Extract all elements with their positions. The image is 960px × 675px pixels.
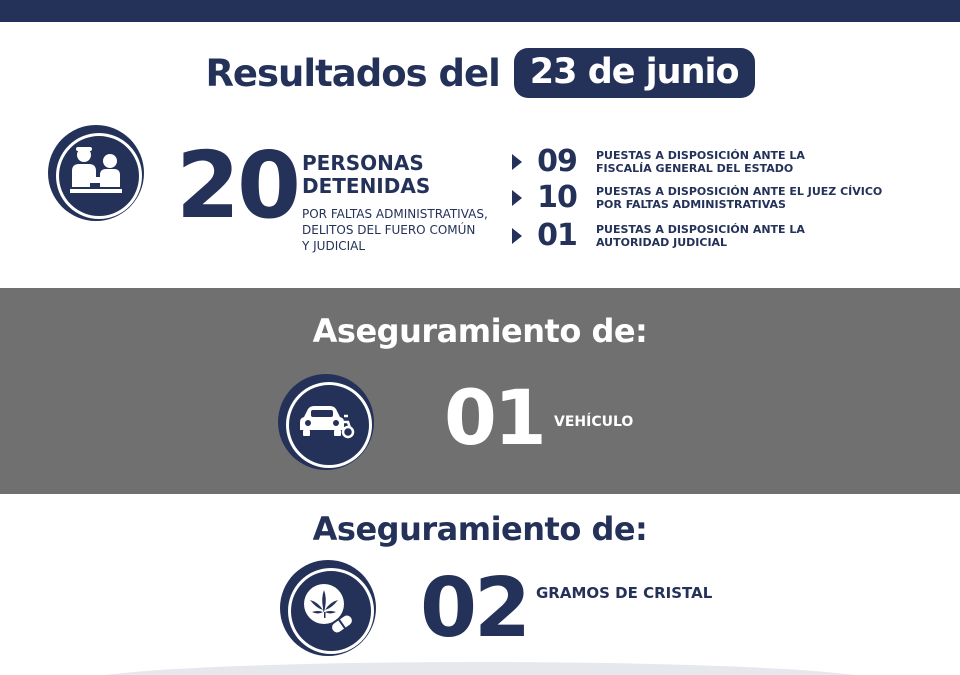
vehicle-label: VEHÍCULO bbox=[554, 414, 634, 430]
triangle-bullet-icon bbox=[512, 228, 522, 244]
detenidos-description: POR FALTAS ADMINISTRATIVAS, DELITOS DEL FUERO COMÚN Y JUDICIAL bbox=[302, 207, 488, 253]
drugs-count: 02 bbox=[420, 561, 529, 656]
bottom-decoration bbox=[80, 662, 880, 675]
list-item bbox=[512, 180, 882, 215]
triangle-bullet-icon bbox=[512, 190, 522, 206]
triangle-bullet-icon bbox=[512, 154, 522, 170]
item-count: 10 bbox=[537, 180, 577, 215]
item-text: PUESTAS A DISPOSICIÓN ANTE LA FISCALÍA GENERAL DEL ESTADO bbox=[596, 148, 805, 175]
police-arrest-icon bbox=[48, 125, 144, 221]
detenidos-count: 20 bbox=[176, 132, 299, 239]
item-count: 01 bbox=[537, 218, 577, 253]
detenidos-heading: PERSONAS DETENIDAS bbox=[302, 151, 431, 198]
list-item bbox=[512, 218, 805, 253]
page-title: Resultados del bbox=[205, 51, 500, 95]
car-motorcycle-icon bbox=[278, 374, 374, 470]
drugs-icon bbox=[280, 560, 376, 656]
drugs-section-title: Aseguramiento de: bbox=[312, 510, 648, 548]
item-count: 09 bbox=[537, 144, 577, 179]
vehicle-section-title: Aseguramiento de: bbox=[312, 312, 648, 350]
drugs-label: GRAMOS DE CRISTAL bbox=[536, 584, 713, 602]
top-bar bbox=[0, 0, 960, 22]
header bbox=[0, 48, 960, 98]
vehicle-count: 01 bbox=[444, 373, 544, 462]
list-item bbox=[512, 144, 805, 179]
date-badge: 23 de junio bbox=[514, 48, 755, 98]
item-text: PUESTAS A DISPOSICIÓN ANTE LA AUTORIDAD JUDICIAL bbox=[596, 222, 805, 249]
item-text: PUESTAS A DISPOSICIÓN ANTE EL JUEZ CÍVICO POR FALTAS ADMINISTRATIVAS bbox=[596, 184, 883, 211]
